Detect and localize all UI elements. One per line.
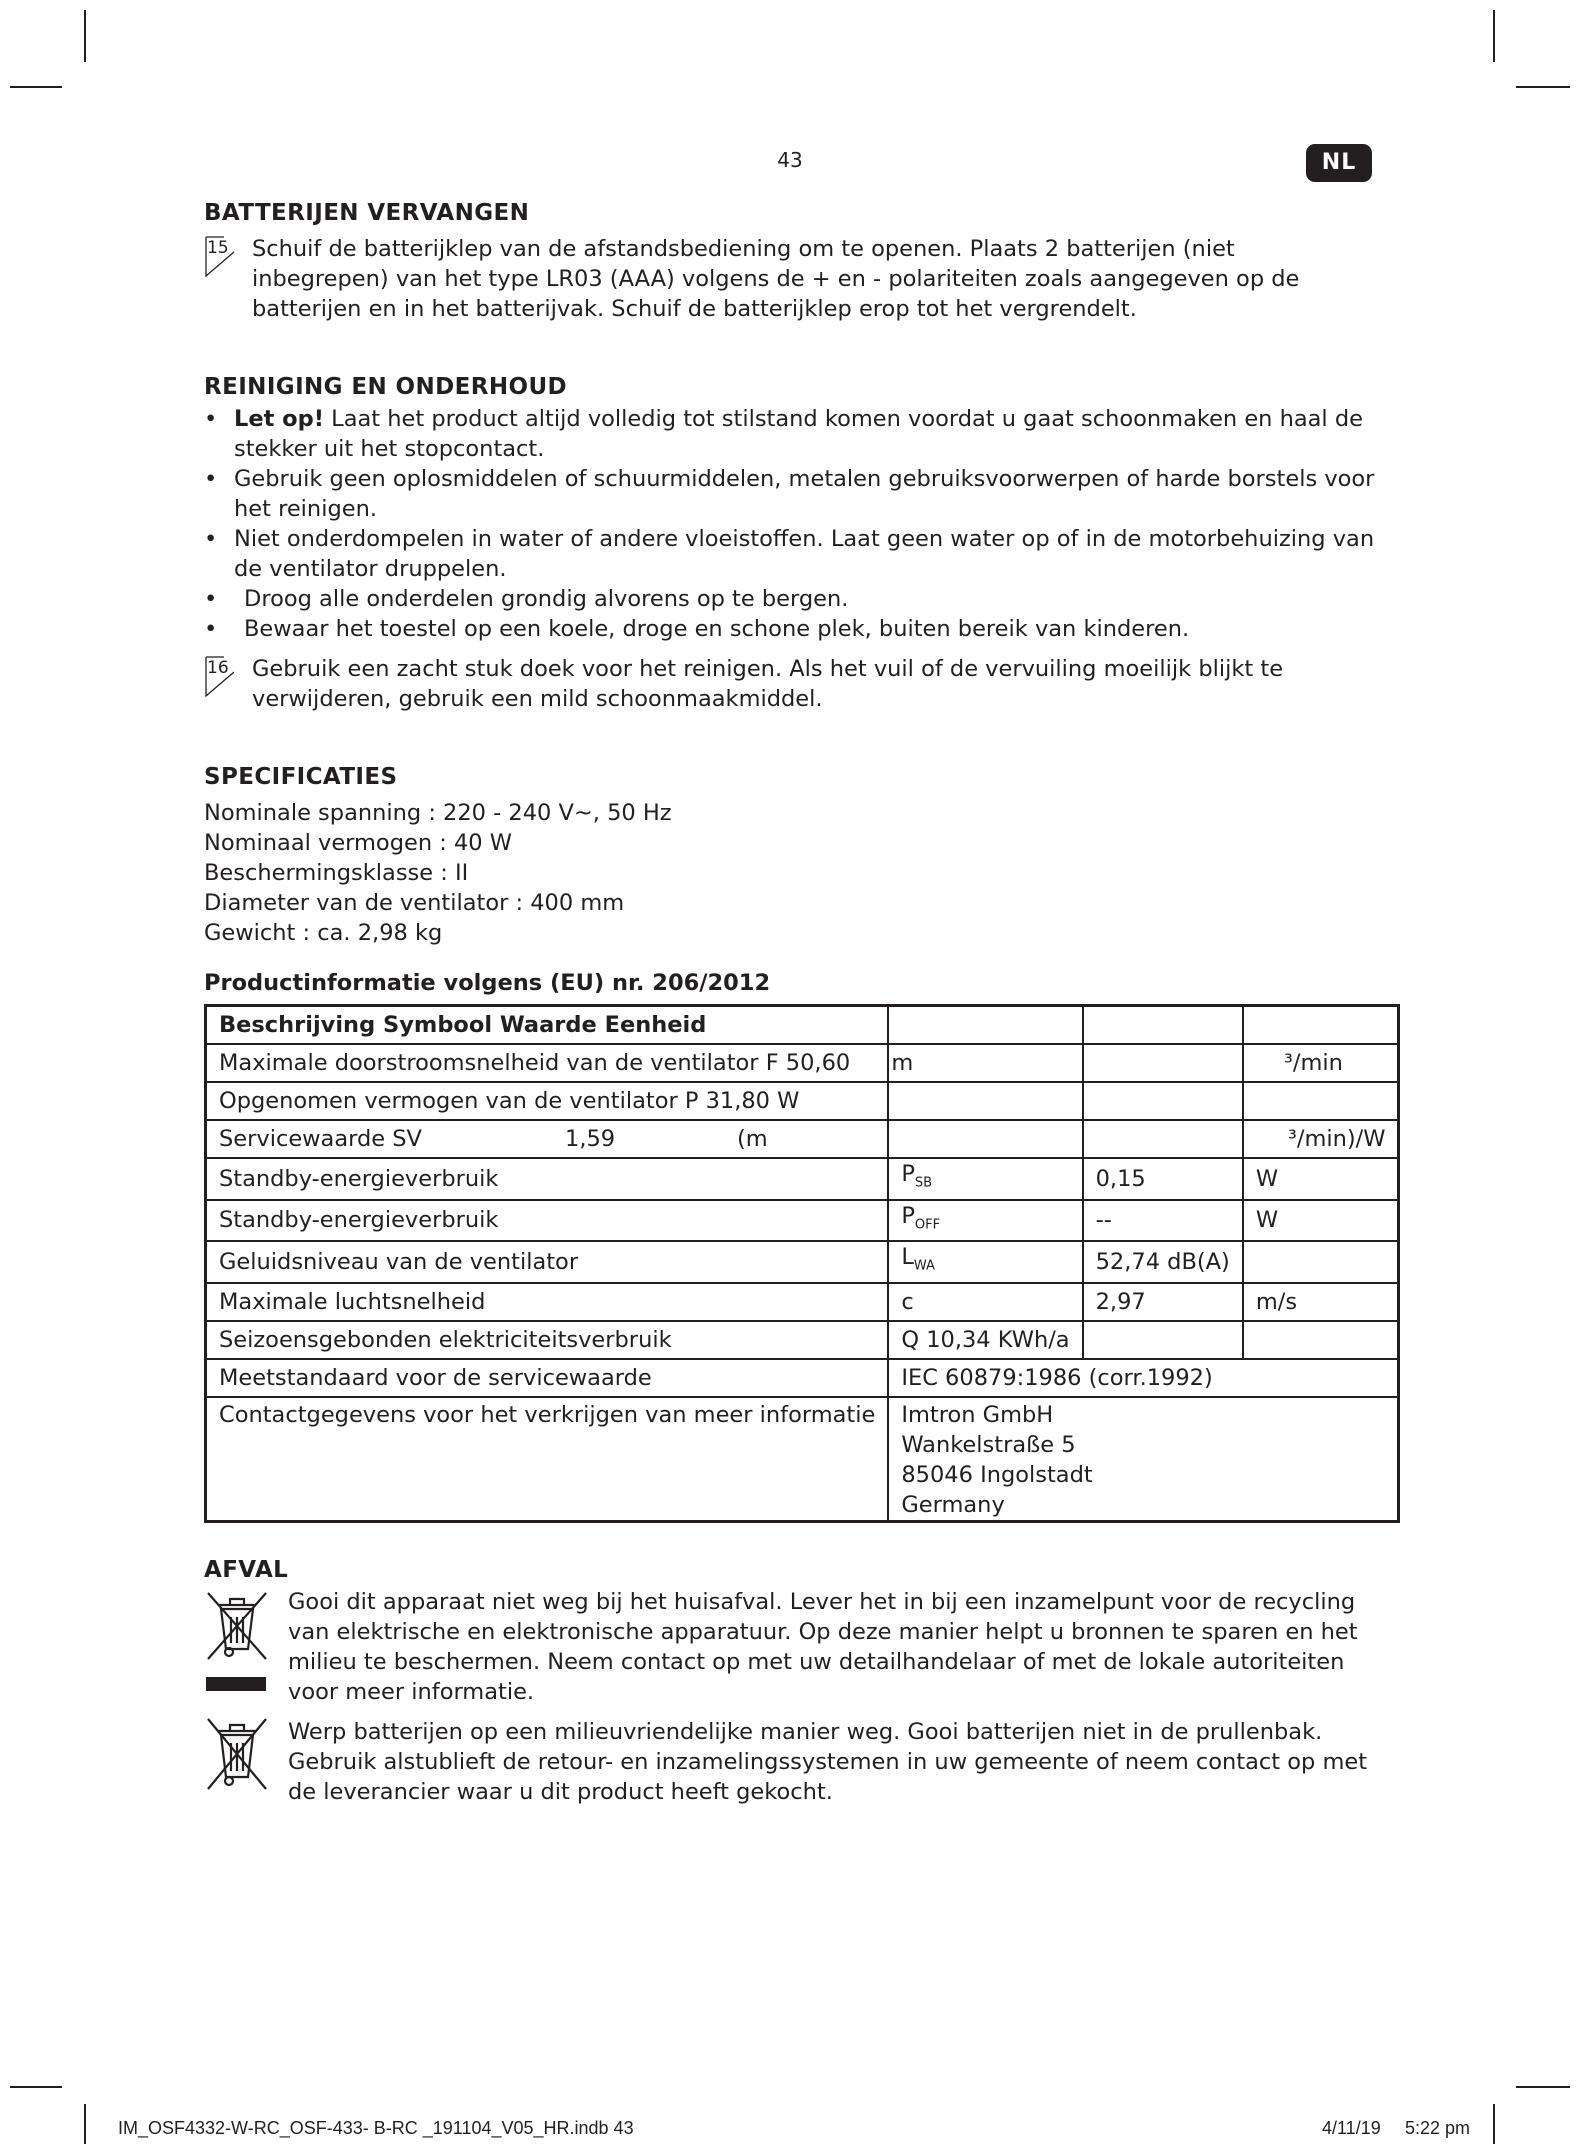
- table-row: [206, 1044, 1399, 1082]
- note-icon: [204, 654, 252, 714]
- spec-line: Diameter van de ventilator : 400 mm: [204, 890, 625, 916]
- table-row: [206, 1359, 1399, 1397]
- address-line: Imtron GmbH: [901, 1401, 1054, 1428]
- table-cell: 2,97: [1083, 1283, 1243, 1321]
- table-cell: Maximale doorstroomsnelheid van de ventilator F 50,60: [206, 1044, 889, 1082]
- table-cell: 52,74 dB(A): [1083, 1241, 1243, 1283]
- bullet-text: Laat het product altijd volledig tot stilstand komen voordat u gaat schoonmaken en haal de stekker uit het stopcontact.: [234, 406, 1363, 462]
- address-line: Germany: [901, 1491, 1005, 1518]
- table-row: [206, 1397, 1399, 1522]
- table-cell: [206, 1120, 889, 1158]
- crossed-bin-icon: [204, 1587, 270, 1695]
- table-cell: Standby-energieverbruik: [206, 1158, 889, 1200]
- address-line: 85046 Ingolstadt: [901, 1461, 1093, 1488]
- address-line: Wankelstraße 5: [901, 1431, 1076, 1458]
- cleaning-note-text: Gebruik een zacht stuk doek voor het reinigen. Als het vuil of de vervuiling moeilijk blijkt te verwijderen, gebruik een mild schoonmaakmiddel.: [252, 656, 1284, 712]
- table-cell: Q 10,34 KWh/a: [888, 1321, 1082, 1359]
- cell-open: (m: [737, 1126, 768, 1152]
- footer-time: 5:22 pm: [1405, 2118, 1471, 2138]
- waste-text: Gooi dit apparaat niet weg bij het huisafval. Lever het in bij een inzamelpunt voor de recycling van elektrische en elektronische apparatuur. Op deze manier helpt u bronnen te sparen en het milieu te beschermen. Neem contact op met uw detailhandelaar of met de lokale autoriteiten voor meer informatie.: [288, 1588, 1358, 1705]
- product-info-heading: Productinformatie volgens (EU) nr. 206/2012: [204, 970, 771, 996]
- crop-mark: [10, 2086, 62, 2088]
- weee-icon-container: [204, 1717, 288, 1805]
- page-number: 43: [777, 148, 803, 172]
- crop-mark: [1493, 10, 1495, 62]
- batteries-heading: BATTERIJEN VERVANGEN: [204, 200, 530, 226]
- list-item: • Droog alle onderdelen grondig alvorens op te bergen.: [204, 584, 1376, 614]
- waste-heading: AFVAL: [204, 1556, 289, 1583]
- table-cell: 0,15: [1083, 1158, 1243, 1200]
- crop-mark: [84, 2104, 86, 2144]
- table-cell: Seizoensgebonden elektriciteitsverbruik: [206, 1321, 889, 1359]
- crop-mark: [84, 10, 86, 62]
- cell-value: 1,59: [565, 1126, 616, 1152]
- spec-line: Nominale spanning : 220 - 240 V~, 50 Hz: [204, 800, 672, 826]
- crossed-bin-icon: [204, 1717, 270, 1797]
- table-cell: ³/min)/W: [1243, 1120, 1399, 1158]
- spec-line: Nominaal vermogen : 40 W: [204, 830, 513, 856]
- table-cell: $P_{OFF}$: [888, 1200, 1082, 1242]
- weee-icon-container: [204, 1587, 288, 1703]
- spec-line: Beschermingsklasse : II: [204, 860, 469, 886]
- table-cell: $P_{SB}$: [888, 1158, 1082, 1200]
- table-cell: m/s: [1243, 1283, 1399, 1321]
- battery-waste-block: [204, 1717, 1376, 1807]
- note-icon: [204, 234, 252, 324]
- table-row: [206, 1120, 1399, 1158]
- list-item: • Bewaar het toestel op een koele, droge en schone plek, buiten bereik van kinderen.: [204, 614, 1376, 644]
- table-header: Beschrijving Symbool Waarde Eenheid: [206, 1006, 889, 1045]
- table-row: [206, 1082, 1399, 1120]
- table-cell: m: [888, 1044, 1082, 1082]
- waste-block: [204, 1587, 1376, 1707]
- product-info-table: [204, 1004, 1400, 1523]
- table-cell: ³/min: [1243, 1044, 1399, 1082]
- table-cell: IEC 60879:1986 (corr.1992): [888, 1359, 1399, 1397]
- svg-text:16: 16: [207, 658, 229, 678]
- pencil-note-icon: [204, 236, 246, 278]
- table-row: [206, 1321, 1399, 1359]
- cleaning-heading: REINIGING EN ONDERHOUD: [204, 374, 568, 400]
- footer-date: 4/11/19: [1322, 2118, 1381, 2138]
- cell-desc: Servicewaarde SV: [219, 1126, 422, 1152]
- table-cell: Standby-energieverbruik: [206, 1200, 889, 1242]
- contact-address: [888, 1397, 1399, 1522]
- table-cell: Meetstandaard voor de servicewaarde: [206, 1359, 889, 1397]
- list-item: • Niet onderdompelen in water of andere vloeistoffen. Laat geen water op of in de motorbehuizing van de ventilator druppelen.: [204, 524, 1376, 584]
- table-cell: Contactgegevens voor het verkrijgen van meer informatie: [206, 1397, 889, 1522]
- table-cell: Maximale luchtsnelheid: [206, 1283, 889, 1321]
- crop-mark: [1516, 2086, 1570, 2088]
- list-item: [204, 404, 1376, 464]
- specs-heading: SPECIFICATIES: [204, 764, 398, 790]
- table-row: [206, 1283, 1399, 1321]
- table-row: [206, 1158, 1399, 1200]
- svg-text:15: 15: [207, 238, 229, 258]
- cleaning-list: [204, 404, 1376, 644]
- list-item: • Gebruik geen oplosmiddelen of schuurmiddelen, metalen gebruiksvoorwerpen of harde borstels voor het reinigen.: [204, 464, 1376, 524]
- language-badge: NL: [1306, 144, 1372, 182]
- table-cell: --: [1083, 1200, 1243, 1242]
- table-row: [206, 1006, 1399, 1045]
- batteries-note: [204, 234, 1376, 324]
- table-row: [206, 1200, 1399, 1242]
- table-cell: c: [888, 1283, 1082, 1321]
- table-cell: Opgenomen vermogen van de ventilator P 31,80 W: [206, 1082, 889, 1120]
- table-cell: Geluidsniveau van de ventilator: [206, 1241, 889, 1283]
- spec-line: Gewicht : ca. 2,98 kg: [204, 920, 443, 946]
- table-row: [206, 1241, 1399, 1283]
- spec-list: [204, 798, 1376, 948]
- table-cell: $L_{WA}$: [888, 1241, 1082, 1283]
- main-content: [204, 196, 1386, 1807]
- crop-mark: [10, 86, 62, 88]
- pencil-note-icon: [204, 656, 246, 698]
- table-cell: W: [1243, 1158, 1399, 1200]
- crop-mark: [1516, 86, 1570, 88]
- footer-filename: IM_OSF4332-W-RC_OSF-433- B-RC _191104_V05_HR.indb 43: [118, 2118, 634, 2138]
- crop-mark: [1493, 2104, 1495, 2144]
- batteries-text: Schuif de batterijklep van de afstandsbediening om te openen. Plaats 2 batterijen (niet inbegrepen) van het type LR03 (AAA) volgens de + en - polariteiten zoals aangegeven op de batterijen en in het batterijvak. Schuif de batterijklep erop tot het vergrendelt.: [252, 236, 1300, 322]
- cleaning-note: [204, 654, 1376, 714]
- battery-waste-text: Werp batterijen op een milieuvriendelijke manier weg. Gooi batterijen niet in de prullenbak. Gebruik alstublieft de retour- en inzamelingssystemen in uw gemeente of neem contact op met de leverancier waar u dit product heeft gekocht.: [288, 1718, 1368, 1805]
- table-cell: W: [1243, 1200, 1399, 1242]
- warning-label: Let op!: [234, 406, 325, 432]
